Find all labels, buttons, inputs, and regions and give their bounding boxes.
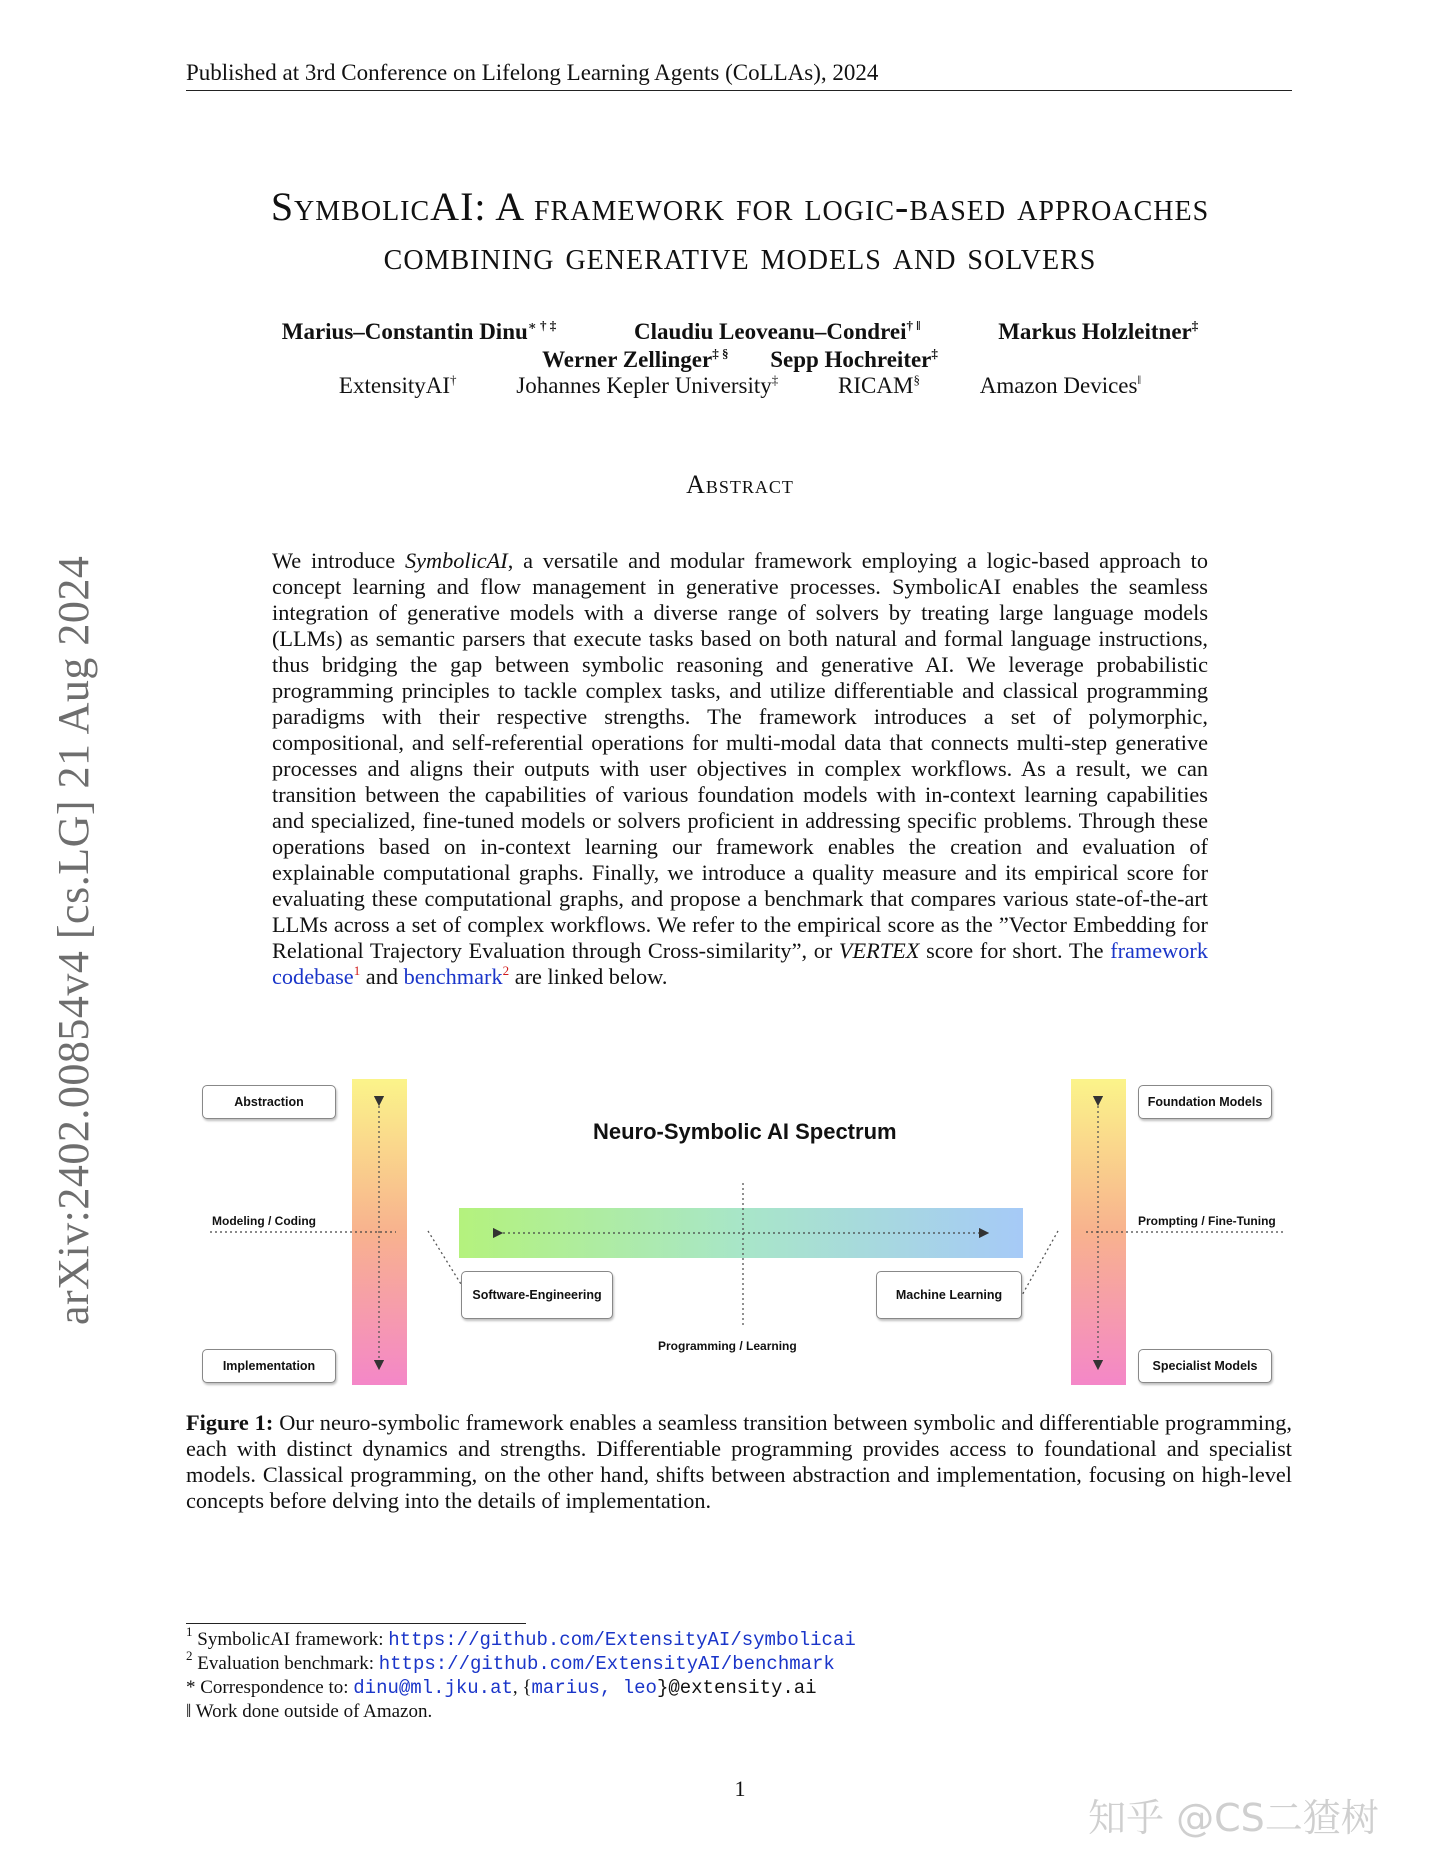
author: Claudiu Leoveanu–Condrei† ‖ (634, 318, 921, 344)
paper-title (140, 182, 1340, 280)
author-list (180, 318, 1300, 374)
abstraction-box: Abstraction (202, 1085, 336, 1119)
amazon-note: ‖ Work done outside of Amazon. (186, 1701, 433, 1722)
email-link[interactable]: dinu@ml.jku.at (353, 1677, 513, 1699)
title-line-2: combining generative models and solvers (383, 233, 1097, 278)
figure-caption: Figure 1: Our neuro-symbolic framework enables a seamless transition between symbolic and differentiable programming, each with distinct dynamics and strengths. Differentiable programming provides access to foundational and specialist models. Classical programming, on the other hand, shifts between abstraction and implementation, focusing on high-level concepts before delving into the details of implementation. (186, 1410, 1292, 1513)
author: Markus Holzleitner‡ (998, 318, 1199, 344)
benchmark-url-link[interactable]: https://github.com/ExtensityAI/benchmark (378, 1653, 835, 1675)
email-names[interactable]: marius, leo (531, 1677, 657, 1699)
conference-header: Published at 3rd Conference on Lifelong Learning Agents (CoLLAs), 2024 (186, 60, 1292, 91)
affiliation: Amazon Devices‖ (979, 372, 1142, 398)
affiliation: RICAM§ (838, 372, 920, 398)
prompting-finetuning-label: Prompting / Fine-Tuning (1138, 1214, 1276, 1228)
author: Marius–Constantin Dinu∗ † ‡ (281, 318, 557, 344)
specialist-models-box: Specialist Models (1138, 1349, 1272, 1383)
footnote: $^2$ Evaluation benchmark: https://github.com/ExtensityAI/benchmark (186, 1648, 835, 1675)
author: Sepp Hochreiter‡ (770, 346, 938, 372)
watermark: 知乎 @CS二猹树 (1088, 1796, 1379, 1840)
author: Werner Zellinger‡ § (542, 346, 729, 372)
figure-title: Neuro-Symbolic AI Spectrum (593, 1119, 897, 1144)
page-number: 1 (734, 1776, 746, 1801)
affiliation: Johannes Kepler University‡ (516, 372, 779, 398)
benchmark-link[interactable]: benchmark (403, 964, 503, 989)
abstract-body: We introduce SymbolicAI, a versatile and modular framework employing a logic-based approach to concept learning and flow management in generative processes. SymbolicAI enables the seamless integration of generative models with a diverse range of solvers by treating large language models (LLMs) as semantic parsers that execute tasks based on both natural and formal language instructions, thus bridging the gap between symbolic reasoning and generative AI. We leverage probabilistic programming principles to tackle complex tasks, and utilize differentiable and classical programming paradigms with their respective strengths. The framework introduces a set of polymorphic, compositional, and self-referential operations for multi-modal data that connects multi-step generative processes and aligns their outputs with user objectives in complex workflows. As a result, we can transition between the capabilities of various foundation models with in-context learning capabilities and specialized, fine-tuned models or solvers proficient in addressing specific problems. Through these operations based on in-context learning our framework enables the creation and evaluation of explainable computational graphs. Finally, we introduce a quality measure and its empirical score for evaluating these computational graphs, and propose a benchmark that compares various state-of-the-art LLMs across a set of complex workflows. We refer to the empirical score as the ”Vector Embedding for Relational Trajectory Evaluation through Cross-similarity”, or VERTEX score for short. The framework codebase$^1$ and benchmark$^2$ are linked below. (272, 548, 1208, 989)
figure-neuro-symbolic-spectrum (186, 1075, 1292, 1395)
programming-learning-label: Programming / Learning (658, 1339, 797, 1353)
footnotes (186, 1624, 1292, 1724)
footnote: $^1$ SymbolicAI framework: https://github.com/ExtensityAI/symbolicai (186, 1624, 856, 1651)
framework-codebase-link[interactable]: framework codebase (272, 938, 1208, 989)
title-line-1: SymbolicAI: A framework for logic-based approaches (270, 184, 1210, 229)
software-engineering-box: Software-Engineering (461, 1271, 613, 1319)
foundation-models-box: Foundation Models (1138, 1085, 1272, 1119)
machine-learning-box: Machine Learning (876, 1271, 1022, 1319)
correspondence-note: * Correspondence to: dinu@ml.jku.at, {marius, leo}@extensity.ai (186, 1677, 817, 1699)
footnote-divider (186, 1623, 526, 1624)
implementation-box: Implementation (202, 1349, 336, 1383)
modeling-coding-label: Modeling / Coding (212, 1214, 316, 1228)
abstract-heading: Abstract (686, 470, 794, 499)
arxiv-identifier: arXiv:2402.00854v4 [cs.LG] 21 Aug 2024 (49, 555, 98, 1325)
affiliation: ExtensityAI† (338, 372, 457, 398)
affiliation-list (180, 373, 1300, 399)
symbolicai-url-link[interactable]: https://github.com/ExtensityAI/symbolicai (388, 1629, 856, 1651)
